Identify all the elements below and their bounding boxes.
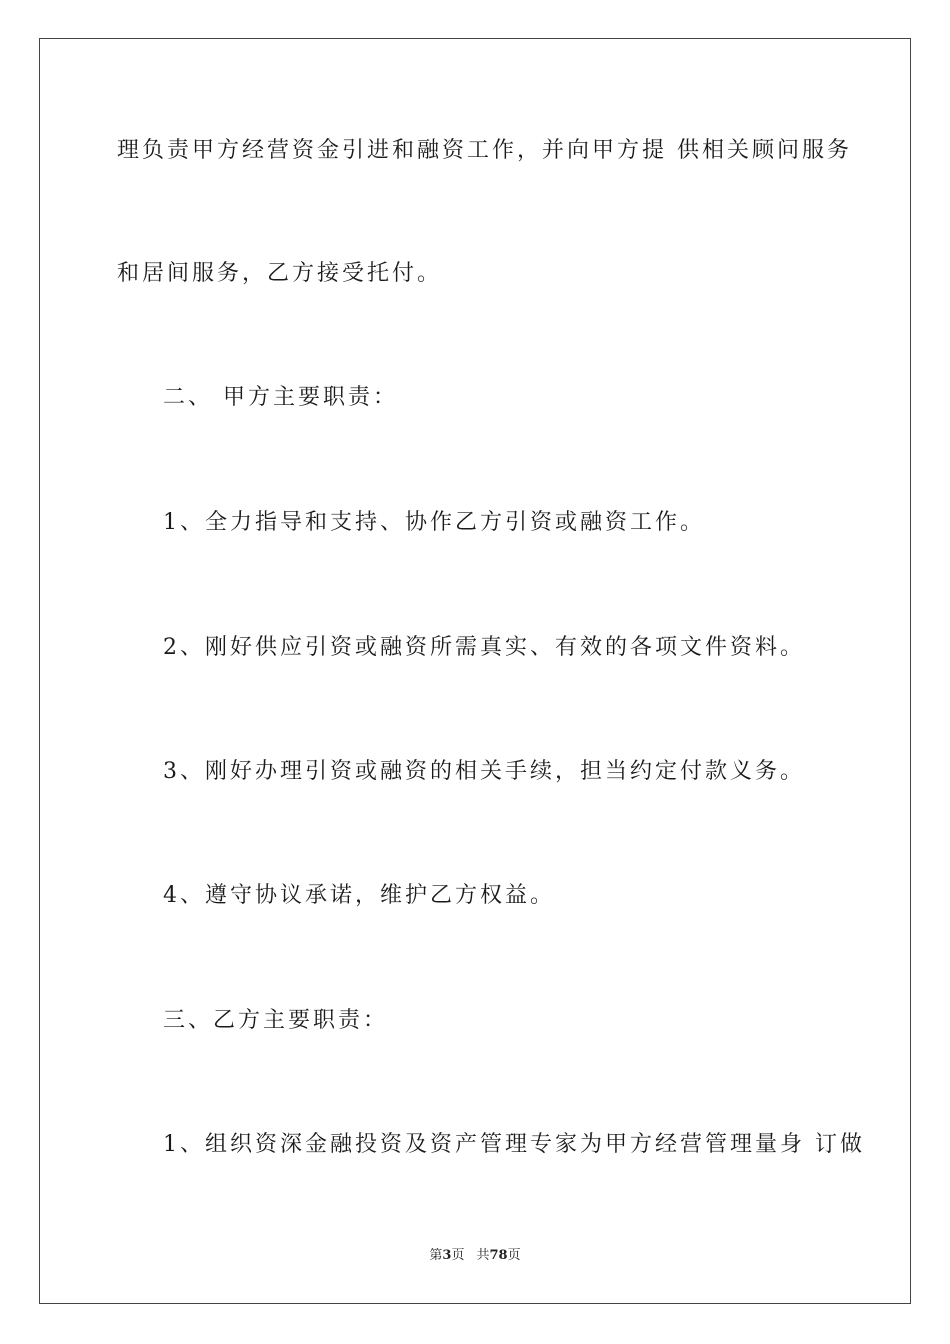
page-footer [0, 1247, 950, 1265]
total-pages: 78 [489, 1248, 508, 1263]
party-b-duty-1: 1、组织资深金融投资及资产管理专家为甲方经营管理量身 订做 [163, 1132, 865, 1157]
section-heading-party-b: 三、乙方主要职责： [163, 1008, 389, 1033]
section-heading-party-a: 二、 甲方主要职责： [163, 385, 398, 410]
party-a-duty-2: 2、刚好供应引资或融资所需真实、有效的各项文件资料。 [163, 635, 805, 660]
page-border [39, 38, 911, 1304]
page-prefix: 第 [429, 1248, 443, 1263]
page-number: 3 [442, 1248, 452, 1263]
total-prefix: 共 [476, 1248, 490, 1263]
party-a-duty-1: 1、全力指导和支持、协作乙方引资或融资工作。 [163, 510, 705, 535]
page-suffix: 页 [451, 1248, 465, 1263]
body-line-2: 和居间服务，乙方接受托付。 [117, 261, 443, 286]
party-a-duty-4: 4、遵守协议承诺，维护乙方权益。 [163, 883, 555, 908]
total-suffix: 页 [507, 1248, 521, 1263]
party-a-duty-3: 3、刚好办理引资或融资的相关手续，担当约定付款义务。 [163, 759, 805, 784]
body-line-1: 理负责甲方经营资金引进和融资工作，并向甲方提 供相关顾问服务 [117, 138, 852, 163]
